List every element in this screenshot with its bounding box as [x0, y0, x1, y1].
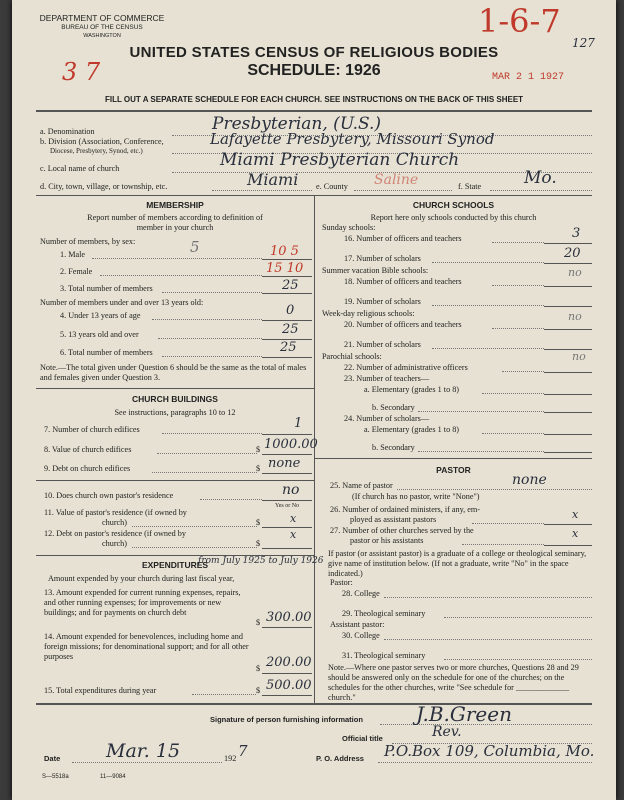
q17-label: 17. Number of scholars [344, 254, 421, 263]
q2-leader [100, 275, 262, 276]
red-file-number: 1-6-7 [478, 2, 561, 40]
q19-label: 19. Number of scholars [344, 297, 421, 306]
division-label: b. Division (Association, Conference, [40, 137, 164, 146]
q27-label: 27. Number of other churches served by the [330, 526, 474, 535]
q15-value: 500.00 [266, 678, 312, 693]
summer-label: Summer vacation Bible schools: [322, 266, 429, 275]
q13-label: 13. Amount expended for current running expenses, repairs, and other running expenses; for improvements or new buildings; and for payments on church debt [44, 588, 241, 617]
po-address-value: P.O.Box 109, Columbia, Mo. [384, 742, 595, 760]
state-value: Mo. [524, 168, 557, 188]
q11-leader [132, 526, 257, 527]
assistant-sub-label: Assistant pastor: [330, 620, 385, 629]
q27-value: x [572, 527, 579, 540]
q17-answer-line [544, 263, 592, 264]
members-by-sex-label: Number of members, by sex: [40, 237, 136, 246]
q31-line [444, 659, 592, 660]
q30-label: 30. College [342, 631, 380, 640]
division-sublabel: Diocese, Presbytery, Synod, etc.) [50, 147, 143, 155]
pastor-heading: PASTOR [436, 465, 471, 475]
q14-value: 200.00 [266, 655, 312, 670]
q23a-answer-line [544, 394, 592, 395]
q24b-leader [418, 451, 544, 452]
membership-sub2: member in your church [136, 223, 214, 232]
small-file-number: 127 [572, 36, 595, 50]
expenditures-sub: Amount expended by your church during last fiscal year, [48, 574, 235, 583]
q16-label: 16. Number of officers and teachers [344, 234, 462, 243]
date-line [72, 762, 222, 763]
q6-value: 25 [280, 340, 297, 355]
q23-label: 23. Number of teachers— [344, 374, 430, 383]
q27-sublabel: pastor or his assistants [350, 536, 424, 545]
q5-label: 5. 13 years old and over [60, 330, 139, 339]
q8-label: 8. Value of church edifices [44, 445, 132, 454]
sunday-label: Sunday schools: [322, 223, 376, 232]
q1-label: 1. Male [60, 250, 86, 259]
q2-label: 2. Female [60, 267, 93, 276]
q5-value: 25 [282, 322, 299, 337]
q11-value: x [290, 512, 297, 525]
state-label: f. State [458, 182, 482, 191]
q2-answer-line [262, 276, 312, 277]
q12-value: x [290, 528, 297, 541]
q6-leader [162, 356, 262, 357]
received-date-stamp: MAR 2 1 1927 [492, 72, 565, 83]
q15-dollar: $ [256, 686, 261, 695]
po-address-label: P. O. Address [316, 754, 364, 763]
po-address-line [378, 762, 592, 763]
q11-sublabel: church) [102, 518, 128, 527]
fiscal-year-note: from July 1925 to July 1926 [198, 556, 324, 566]
q13-dollar: $ [256, 618, 261, 627]
q3-label: 3. Total number of members [60, 284, 153, 293]
red-left-number: 3 7 [62, 58, 101, 86]
q14-label: 14. Amount expended for benevolences, including home and foreign missions; for denominational support; and for all other purposes [44, 632, 249, 661]
q16-leader [492, 242, 544, 243]
q26-answer-line [544, 524, 592, 525]
q14-dollar: $ [256, 664, 261, 673]
q15-answer-line [262, 695, 312, 696]
q24a-answer-line [544, 434, 592, 435]
county-value: Saline [374, 172, 419, 188]
q12-sublabel: church) [102, 539, 128, 548]
q30-line [384, 639, 592, 640]
state-line [490, 190, 592, 191]
q10-label: 10. Does church own pastor's residence [44, 491, 174, 500]
residence-top-rule [36, 480, 314, 481]
pastor-sub-label: Pastor: [330, 578, 353, 587]
q24a-leader [482, 433, 544, 434]
buildings-sub: See instructions, paragraphs 10 to 12 [114, 408, 236, 417]
q1-margin-note: 5 [190, 238, 200, 256]
q27-answer-line [544, 545, 592, 546]
q18-answer-line [544, 286, 592, 287]
q15-label: 15. Total expenditures during year [44, 686, 157, 695]
q5-leader [158, 338, 262, 339]
signature-value: J.B.Green [416, 702, 512, 726]
q18-label: 18. Number of officers and teachers [344, 277, 462, 286]
q22-answer-line [544, 372, 592, 373]
county-line [354, 190, 452, 191]
q1-value: 10 5 [270, 244, 299, 259]
weekday-label: Week-day religious schools: [322, 309, 415, 318]
city-line [212, 190, 312, 191]
q23a-leader [482, 393, 544, 394]
q8-leader [157, 453, 257, 454]
q21-leader [432, 348, 544, 349]
schedule-title: SCHEDULE: 1926 [247, 62, 381, 79]
q20-label: 20. Number of officers and teachers [344, 320, 462, 329]
q14-answer-line [262, 673, 312, 674]
q3-value: 25 [282, 278, 299, 293]
membership-note: Note.—The total given under Question 6 should be the same as the total of males and females given under Question 3. [40, 363, 307, 382]
date-year-value: 7 [238, 742, 248, 760]
q3-leader [162, 292, 262, 293]
header-rule [36, 110, 592, 112]
q23b-answer-line [544, 412, 592, 413]
age-heading: Number of members under and over 13 years old: [40, 298, 204, 307]
q11-dollar: $ [256, 518, 261, 527]
local-name-value: Miami Presbyterian Church [220, 150, 460, 170]
buildings-top-rule [36, 388, 314, 389]
print-number: 11—9084 [100, 774, 126, 780]
q4-leader [152, 319, 262, 320]
q7-answer-line [262, 434, 312, 435]
q16-value: 3 [572, 226, 581, 241]
q12-label: 12. Debt on pastor's residence (if owned by [44, 529, 186, 538]
q16-answer-line [544, 243, 592, 244]
city-label: d. City, town, village, or township, etc. [40, 182, 168, 191]
city-name: WASHINGTON [83, 33, 121, 39]
q9-label: 9. Debt on church edifices [44, 464, 131, 473]
denomination-label: a. Denomination [40, 127, 95, 136]
q19-leader [432, 305, 544, 306]
q15-leader [192, 694, 256, 695]
city-value: Miami [247, 170, 299, 189]
yes-or-no-note: Yes or No [275, 503, 300, 509]
signature-label: Signature of person furnishing information [210, 715, 363, 724]
department-block [32, 14, 172, 41]
q26-label: 26. Number of ordained ministers, if any, em- [330, 505, 480, 514]
q27-leader [462, 544, 544, 545]
q29-label: 29. Theological seminary [342, 609, 426, 618]
official-title-label: Official title [342, 734, 383, 743]
q26-leader [472, 523, 544, 524]
date-year-prefix: 192 [224, 754, 237, 763]
q24b-label: b. Secondary [372, 443, 415, 452]
q4-answer-line [262, 320, 312, 321]
q28-line [384, 597, 592, 598]
q13-answer-line [262, 627, 312, 628]
q25-line [397, 489, 592, 490]
pastor-note: Note.—Where one pastor serves two or more churches, Questions 28 and 29 should be answered only on the schedule for one of the churches; on the schedules for the other churches, write "See schedule for _____________ church." [328, 663, 579, 702]
q22-value: no [572, 350, 586, 363]
q20-answer-line [544, 329, 592, 330]
form-number: S—5518a [42, 774, 69, 780]
q25-label: 25. Name of pastor [330, 481, 393, 490]
membership-sub1: Report number of members according to definition of [87, 213, 263, 222]
official-title-value: Rev. [432, 724, 462, 740]
q26-value: x [572, 508, 579, 521]
q13-value: 300.00 [266, 610, 312, 625]
q17-value: 20 [564, 246, 581, 261]
q9-answer-line [262, 473, 312, 474]
q6-label: 6. Total number of members [60, 348, 153, 357]
division-value: Lafayette Presbytery, Missouri Synod [210, 130, 495, 148]
q24b-answer-line [544, 452, 592, 453]
q20-value: no [568, 310, 582, 323]
q4-value: 0 [286, 303, 295, 318]
membership-heading: MEMBERSHIP [146, 200, 204, 210]
q12-dollar: $ [256, 539, 261, 548]
q17-leader [432, 262, 544, 263]
q9-dollar: $ [256, 464, 261, 473]
q1-leader [92, 258, 262, 259]
q22-label: 22. Number of administrative officers [344, 363, 468, 372]
q31-label: 31. Theological seminary [342, 651, 426, 660]
parochial-label: Parochial schools: [322, 352, 382, 361]
q10-leader [200, 499, 262, 500]
q8-value: 1000.00 [264, 437, 318, 452]
date-label: Date [44, 754, 61, 763]
q7-leader [162, 433, 262, 434]
q29-line [444, 617, 592, 618]
q11-label: 11. Value of pastor's residence (if owned by [44, 508, 187, 517]
q23b-leader [418, 411, 544, 412]
q2-value: 15 10 [266, 261, 304, 276]
q26-sublabel: ployed as assistant pastors [350, 515, 437, 524]
q19-answer-line [544, 306, 592, 307]
q18-value: no [568, 266, 582, 279]
schools-sub: Report here only schools conducted by this church [370, 213, 537, 222]
pastor-top-rule [314, 458, 592, 459]
schools-heading: CHURCH SCHOOLS [412, 200, 495, 210]
graduate-note: If pastor (or assistant pastor) is a graduate of a college or theological seminary, give name of institution below. (If not a graduate, write "No" in the space indicated.) [328, 549, 587, 578]
q21-label: 21. Number of scholars [344, 340, 421, 349]
q10-value: no [282, 482, 300, 498]
county-label: e. County [316, 182, 348, 191]
denomination-value: Presbyterian, (U.S.) [212, 114, 382, 134]
expenditures-heading: EXPENDITURES [141, 560, 209, 570]
bureau-name: BUREAU OF THE CENSUS [61, 24, 143, 31]
instruction-line: FILL OUT A SEPARATE SCHEDULE FOR EACH CHURCH. SEE INSTRUCTIONS ON THE BACK OF THIS SHEET [104, 95, 524, 104]
q3-answer-line [262, 293, 312, 294]
q7-value: 1 [294, 416, 303, 431]
buildings-heading: CHURCH BUILDINGS [132, 394, 218, 404]
q8-answer-line [262, 454, 312, 455]
q9-value: none [268, 456, 301, 471]
q28-label: 28. College [342, 589, 380, 598]
q8-dollar: $ [256, 445, 261, 454]
q7-label: 7. Number of church edifices [44, 425, 140, 434]
census-schedule-form [12, 0, 616, 800]
department-name: DEPARTMENT OF COMMERCE [39, 13, 165, 23]
q24a-label: a. Elementary (grades 1 to 8) [364, 425, 460, 434]
q4-label: 4. Under 13 years of age [60, 311, 141, 320]
q25-value: none [512, 472, 547, 488]
q22-leader [502, 371, 544, 372]
date-value: Mar. 15 [106, 740, 181, 762]
q12-answer-line [262, 548, 312, 549]
q24-label: 24. Number of scholars— [344, 414, 430, 423]
q9-leader [152, 472, 257, 473]
q1-answer-line [262, 259, 312, 260]
q11-answer-line [262, 527, 312, 528]
q18-leader [492, 285, 544, 286]
form-title: UNITED STATES CENSUS OF RELIGIOUS BODIES [129, 44, 499, 61]
q25-note: (If church has no pastor, write "None") [352, 492, 480, 501]
q6-answer-line [262, 357, 312, 358]
local-name-label: c. Local name of church [40, 164, 120, 173]
q23a-label: a. Elementary (grades 1 to 8) [364, 385, 460, 394]
q23b-label: b. Secondary [372, 403, 415, 412]
q20-leader [492, 328, 544, 329]
q12-leader [132, 547, 257, 548]
